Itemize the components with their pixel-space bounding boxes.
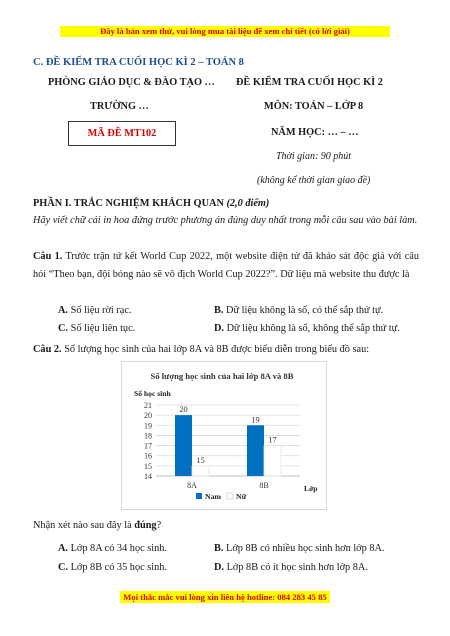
data-label: 15 [196,455,205,465]
question-2 [33,341,419,359]
q2-option-d-text: Lớp 8B có ít học sinh hơn lớp 8A. [226,562,368,573]
data-label: 19 [251,415,260,425]
y-tick-label: 20 [144,411,152,421]
legend-swatch [227,493,233,499]
q2-option-d [214,562,368,573]
y-tick-label: 18 [144,431,152,441]
question-2-prompt-bold: đúng [134,520,157,531]
header-school: TRƯỜNG … [90,101,149,112]
q2-option-c-text: Lớp 8B có 35 học sinh. [70,562,167,573]
question-2-prompt-post: ? [156,520,162,531]
y-tick-label: 21 [144,401,152,410]
part1-points: (2,0 điểm) [226,198,270,209]
y-tick-label: 19 [144,421,152,431]
preview-banner: Đây là bản xem thử, vui lòng mua tài liệu để xem chi tiết (có lời giải) [60,26,390,37]
header-time: Thời gian: 90 phút [276,151,352,162]
q1-option-a-letter: A. [58,305,69,316]
x-axis-label: Lớp [304,484,318,493]
legend-swatch [196,493,202,499]
data-label: 20 [179,405,188,415]
header-dept: PHÒNG GIÁO DỤC & ĐÀO TẠO … [48,77,215,88]
x-tick-label: 8B [259,481,269,490]
section-title: C. ĐỀ KIỂM TRA CUỐI HỌC KÌ 2 – TOÁN 8 [33,57,244,68]
legend-label: Nam [205,492,222,501]
y-tick-label: 14 [144,472,152,481]
y-axis-label: Số học sinh [134,389,171,398]
legend-label: Nữ [236,492,247,501]
bar [264,446,281,476]
q2-option-a [58,543,167,554]
q1-option-d [214,323,400,334]
header-exam-title: ĐỀ KIỂM TRA CUỐI HỌC KÌ 2 [236,77,383,88]
q1-option-b [214,305,383,316]
q2-option-a-letter: A. [58,543,69,554]
q2-option-c [58,562,167,573]
part1-title [33,198,269,209]
q1-option-c-text: Số liệu liên tục. [70,323,136,334]
bar-chart [122,362,326,509]
question-2-label: Câu 2. [33,344,62,355]
exam-code-box: MÃ ĐỀ MT102 [68,121,176,146]
q2-option-c-letter: C. [58,562,69,573]
q1-option-a [58,305,132,316]
q1-option-b-text: Dữ liệu không là số, có thể sắp thứ tự. [226,305,384,316]
footer-hotline: Mọi thắc mắc vui lòng xin liên hệ hotline: 084 283 45 85 [120,591,329,603]
bar [175,415,192,476]
q2-option-b-text: Lớp 8B có nhiều học sinh hơn lớp 8A. [226,543,385,554]
header-year: NĂM HỌC: … – … [271,127,359,138]
q2-option-a-text: Lớp 8A có 34 học sinh. [70,543,167,554]
bar [192,466,209,476]
q2-option-d-letter: D. [214,562,225,573]
y-tick-label: 15 [144,461,152,471]
question-2-prompt [33,520,161,531]
q1-option-a-text: Số liệu rời rạc. [70,305,132,316]
data-label: 17 [268,435,277,445]
footer [0,587,450,605]
bar [247,425,264,476]
part1-title-text: PHẦN I. TRẮC NGHIỆM KHÁCH QUAN [33,198,224,209]
question-1-text: Trước trận tứ kết World Cup 2022, một website điện tử đã khảo sát độc giả với câu hỏi “Theo bạn, đội bóng nào sẽ vô địch World Cup 2022?”. Dữ liệu mà website thu được là [33,251,419,280]
question-2-text: Số lượng học sinh của hai lớp 8A và 8B được biểu diễn trong biểu đồ sau: [64,344,370,355]
q1-option-d-text: Dữ liệu không là số, không thể sắp thứ tự. [226,323,400,334]
chart-title: Số lượng học sinh của hai lớp 8A và 8B [150,371,294,381]
question-1-label: Câu 1. [33,251,63,262]
header-time-note: (không kể thời gian giao đề) [257,175,371,186]
q1-option-b-letter: B. [214,305,224,316]
y-tick-label: 17 [144,441,152,451]
q2-option-b [214,543,385,554]
q2-option-b-letter: B. [214,543,224,554]
question-2-prompt-pre: Nhận xét nào sau đây là [33,520,135,531]
q1-option-c-letter: C. [58,323,69,334]
header-subject: MÔN: TOÁN – LỚP 8 [264,101,364,112]
q1-option-c [58,323,135,334]
y-tick-label: 16 [144,451,152,461]
question-1 [33,248,419,284]
q1-option-d-letter: D. [214,323,225,334]
part1-instruction: Hãy viết chữ cái in hoa đứng trước phương án đúng duy nhất trong mỗi câu sau vào bài làm. [33,215,418,226]
chart-container [121,361,327,510]
x-tick-label: 8A [187,481,197,490]
